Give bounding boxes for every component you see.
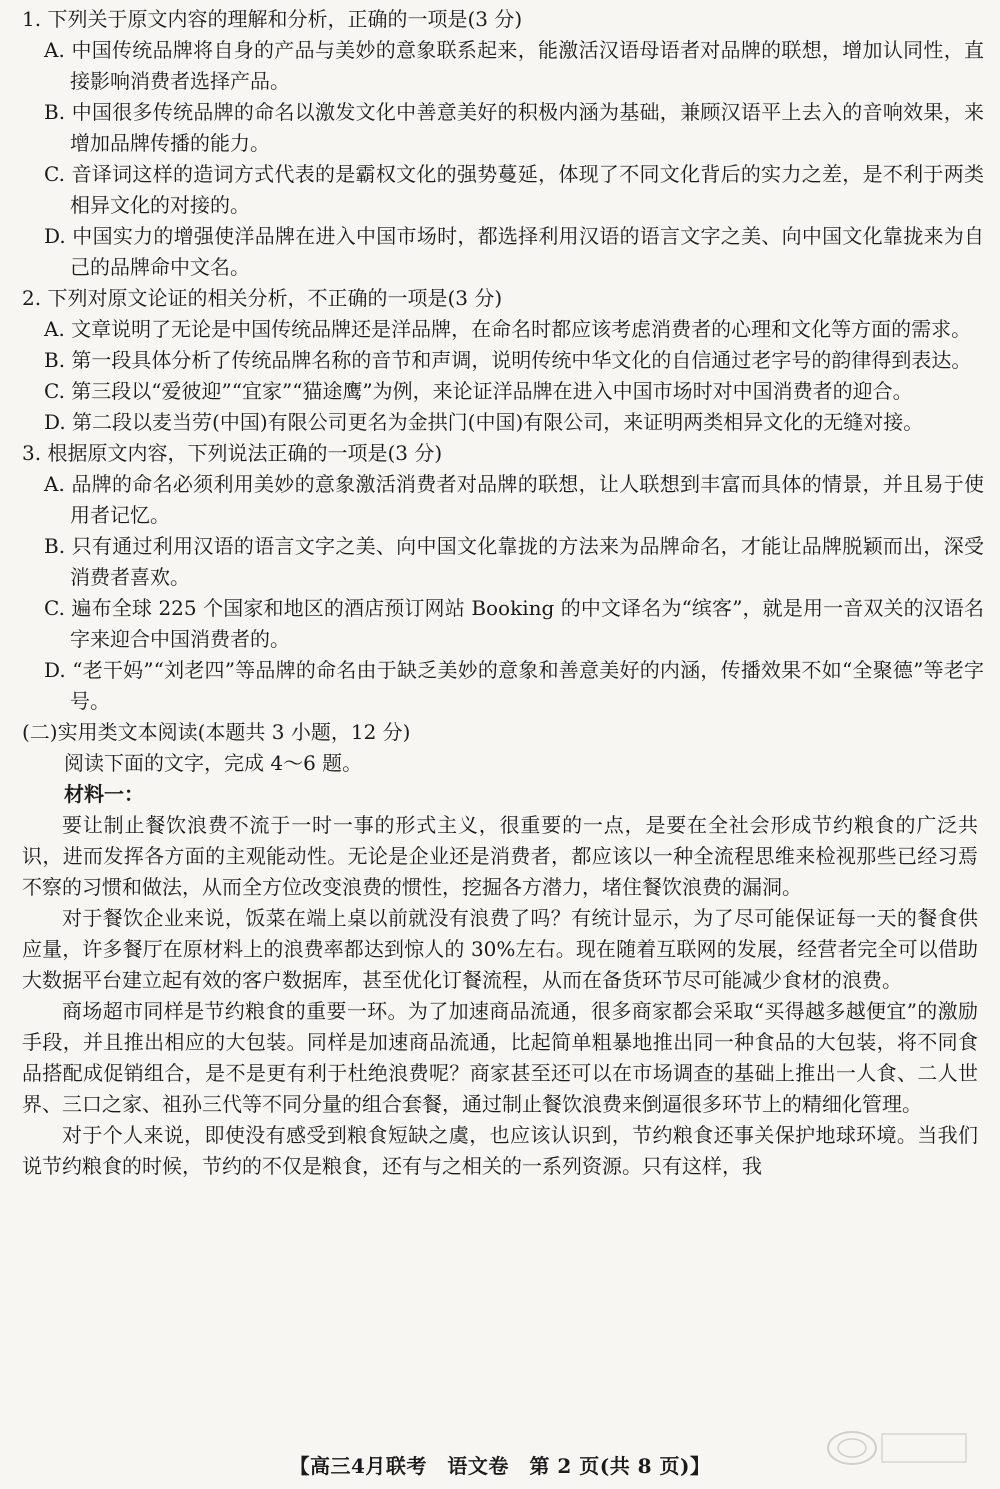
question-2-option-d: D. 第二段以麦当劳(中国)有限公司更名为金拱门(中国)有限公司，来证明两类相异文化的无缝对接。 — [44, 410, 924, 434]
question-1-option-c: C. 音译词这样的造词方式代表的是霸权文化的强势蔓延，体现了不同文化背后的实力之差，是不利于两类相异文化的对接的。 — [44, 162, 984, 217]
material-paragraph-1: 要让制止餐饮浪费不流于一时一事的形式主义，很重要的一点，是要在全社会形成节约粮食的广泛共识，进而发挥各方面的主观能动性。无论是企业还是消费者，都应该以一种全流程思维来检视那些已经习焉不察的习惯和做法，从而全方位改变浪费的惯性，挖掘各方潜力，堵住餐饮浪费的漏洞。 — [22, 813, 978, 899]
page-footer: 【高三4月联考 语文卷 第 2 页(共 8 页)】 — [289, 1454, 711, 1478]
question-2-option-c: C. 第三段以“爱彼迎”“宜家”“猫途鹰”为例，来论证洋品牌在进入中国市场时对中国消费者的迎合。 — [44, 379, 913, 403]
watermark-icon — [822, 1426, 972, 1476]
question-1 — [22, 4, 984, 283]
question-3-option-b: B. 只有通过利用汉语的语言文字之美、向中国文化靠拢的方法来为品牌命名，才能让品牌脱颖而出，深受消费者喜欢。 — [44, 534, 984, 589]
question-3-option-d: D. “老干妈”“刘老四”等品牌的命名由于缺乏美妙的意象和善意美好的内涵，传播效果不如“全聚德”等老字号。 — [44, 658, 984, 713]
question-1-option-b: B. 中国很多传统品牌的命名以激发文化中善意美好的积极内涵为基础，兼顾汉语平上去入的音响效果，来增加品牌传播的能力。 — [44, 100, 984, 155]
section-title: (二)实用类文本阅读(本题共 3 小题，12 分) — [22, 720, 411, 744]
section-instruction: 阅读下面的文字，完成 4～6 题。 — [64, 751, 363, 775]
question-1-option-d: D. 中国实力的增强使洋品牌在进入中国市场时，都选择利用汉语的语言文字之美、向中国文化靠拢来为自己的品牌命中文名。 — [44, 224, 984, 279]
question-3 — [22, 438, 984, 717]
question-3-title: 3. 根据原文内容，下列说法正确的一项是(3 分) — [22, 441, 443, 465]
question-1-title: 1. 下列关于原文内容的理解和分析，正确的一项是(3 分) — [22, 7, 523, 31]
watermark-logo — [822, 1426, 972, 1476]
question-3-option-c: C. 遍布全球 225 个国家和地区的酒店预订网站 Booking 的中文译名为“缤客”，就是用一音双关的汉语名字来迎合中国消费者的。 — [44, 596, 984, 651]
question-2-title: 2. 下列对原文论证的相关分析，不正确的一项是(3 分) — [22, 286, 503, 310]
question-2-option-a: A. 文章说明了无论是中国传统品牌还是洋品牌，在命名时都应该考虑消费者的心理和文化等方面的需求。 — [44, 317, 972, 341]
section-practical-reading — [22, 717, 984, 1182]
question-2-option-b: B. 第一段具体分析了传统品牌名称的音节和声调，说明传统中华文化的自信通过老字号的韵律得到表达。 — [44, 348, 972, 372]
question-2 — [22, 283, 984, 438]
material-paragraph-4: 对于个人来说，即使没有感受到粮食短缺之虞，也应该认识到，节约粮食还事关保护地球环境。当我们说节约粮食的时候，节约的不仅是粮食，还有与之相关的一系列资源。只有这样，我 — [22, 1123, 978, 1178]
question-1-option-a: A. 中国传统品牌将自身的产品与美妙的意象联系起来，能激活汉语母语者对品牌的联想，增加认同性，直接影响消费者选择产品。 — [44, 38, 984, 93]
material-paragraph-3: 商场超市同样是节约粮食的重要一环。为了加速商品流通，很多商家都会采取“买得越多越便宜”的激励手段，并且推出相应的大包装。同样是加速商品流通，比起简单粗暴地推出同一种食品的大包装，将不同食品搭配成促销组合，是不是更有利于杜绝浪费呢？商家甚至还可以在市场调查的基础上推出一人食、二人世界、三口之家、祖孙三代等不同分量的组合套餐，通过制止餐饮浪费来倒逼很多环节上的精细化管理。 — [22, 999, 978, 1116]
question-3-option-a: A. 品牌的命名必须利用美妙的意象激活消费者对品牌的联想，让人联想到丰富而具体的情景，并且易于使用者记忆。 — [44, 472, 984, 527]
material-paragraph-2: 对于餐饮企业来说，饭菜在端上桌以前就没有浪费了吗？有统计显示，为了尽可能保证每一天的餐食供应量，许多餐厅在原材料上的浪费率都达到惊人的 30%左右。现在随着互联网的发展，经营者完全可以借助大数据平台建立起有效的客户数据库，甚至优化订餐流程，从而在备货环节尽可能减少食材的浪费。 — [22, 906, 978, 992]
material-label: 材料一： — [64, 782, 144, 806]
